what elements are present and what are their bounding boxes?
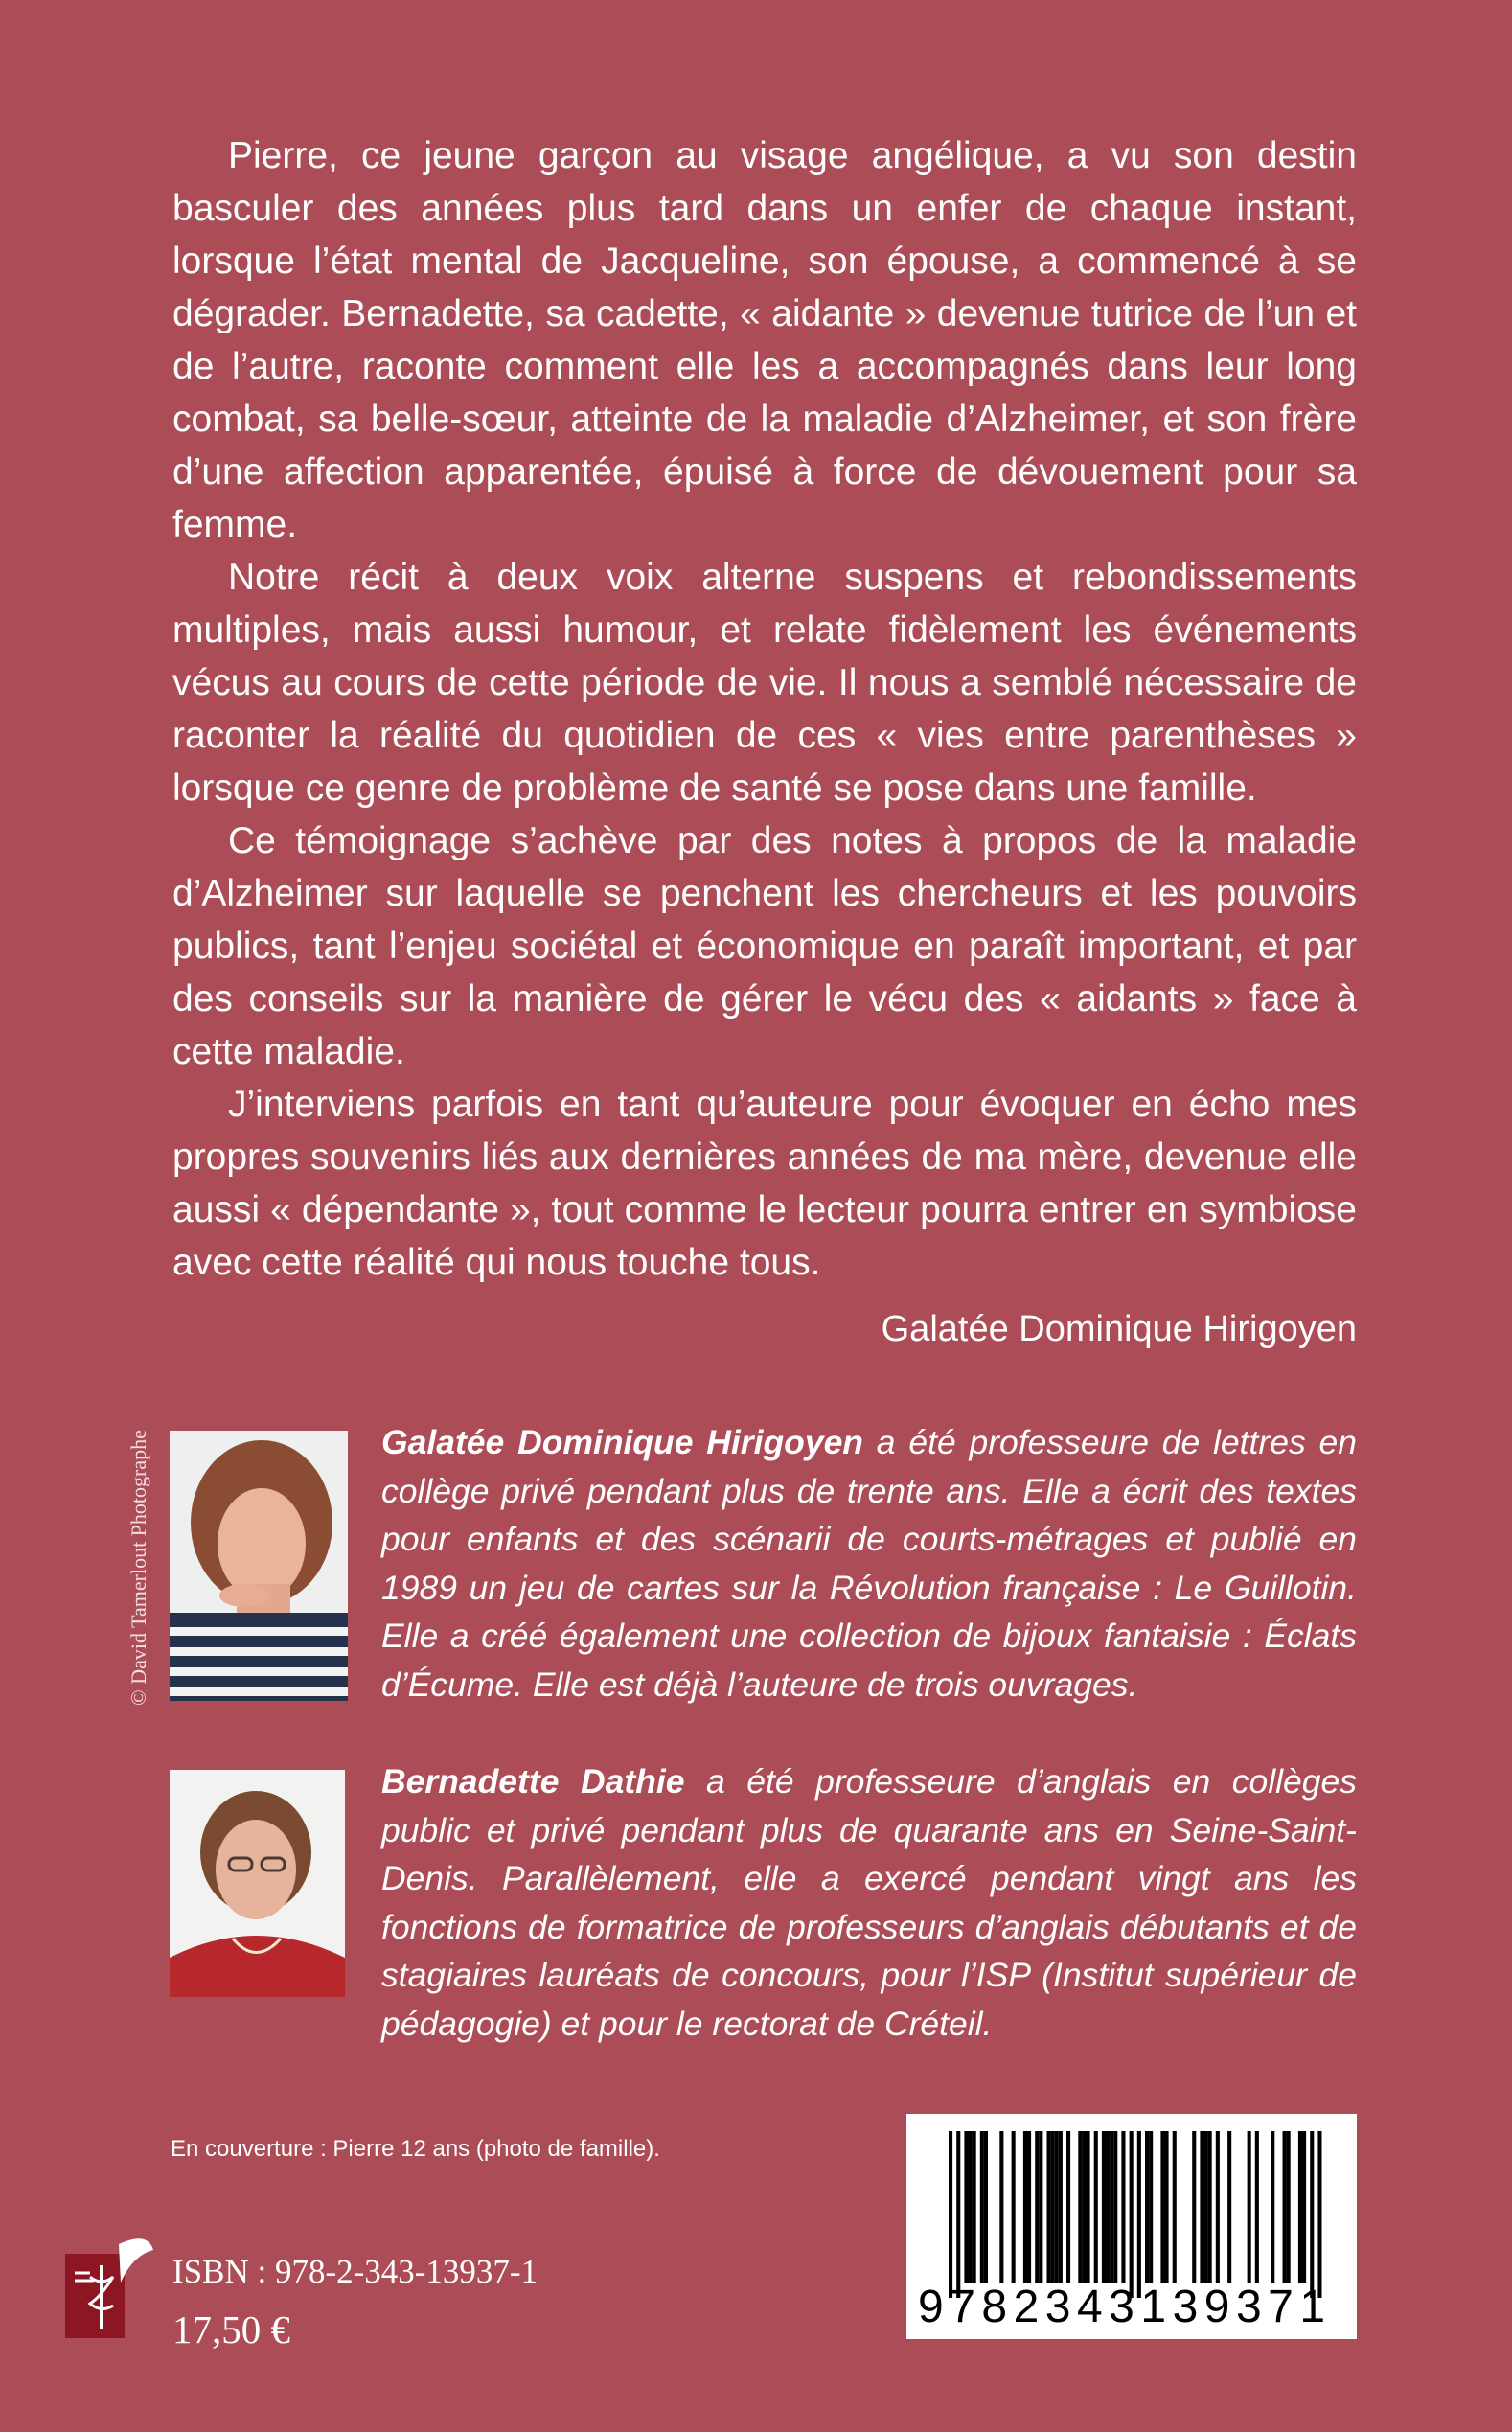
- summary-signature: Galatée Dominique Hirigoyen: [881, 1309, 1357, 1349]
- barcode-bar: [1055, 2131, 1059, 2283]
- barcode-bar: [1317, 2131, 1321, 2298]
- barcode-bar: [1283, 2131, 1287, 2283]
- summary-paragraph-3: Ce témoignage s’achève par des notes à propos de la maladie d’Alzheimer sur laquelle se penchent les chercheurs et les pouvoirs publics, tant l’enjeu sociétal et économique en paraît important, et par des conseils sur la manière de gérer le vécu des « aidants » face à cette maladie.: [172, 820, 1357, 1072]
- barcode-bar: [1204, 2131, 1208, 2283]
- barcode-bar: [1145, 2131, 1149, 2283]
- barcode-bar: [1298, 2131, 1302, 2283]
- barcode-bar: [1248, 2131, 1251, 2283]
- barcode-bar: [1094, 2131, 1098, 2283]
- author-photo-bernadette: [170, 1770, 345, 1997]
- barcode-bar: [1047, 2131, 1051, 2283]
- author-bio-text-galatee: a été professeure de lettres en collège privé pendant plus de trente ans. Elle a écrit des textes pour enfants et des scénarii de courts-métrages et publié en 1989 un jeu de cartes sur la Révolution française : Le Guillotin. Elle a créé également une collection de bijoux fantaisie : Éclats d’Écume. Elle est déjà l’auteure de trois ouvrages.: [381, 1423, 1357, 1704]
- barcode-bar: [1200, 2131, 1203, 2283]
- barcode-bar: [1192, 2131, 1196, 2283]
- barcode-bar: [984, 2131, 988, 2283]
- publisher-logo-icon: [65, 2237, 156, 2338]
- barcode-bar: [1087, 2131, 1090, 2283]
- barcode-bar: [969, 2131, 973, 2283]
- barcode-bar: [964, 2131, 968, 2283]
- cover-note: En couverture : Pierre 12 ans (photo de famille).: [171, 2136, 660, 2162]
- author-name-bernadette: Bernadette Dathie: [381, 1762, 685, 1801]
- portrait-icon: [170, 1770, 345, 1997]
- barcode-bar: [1173, 2131, 1177, 2283]
- author-bio-text-bernadette: a été professeure d’anglais en collèges public et privé pendant plus de quarante ans en Seine-Saint-Denis. Parallèlement, elle a exercé pendant vingt ans les fonctions de formatrice de professeurs d’anglais débutants et de stagiaires lauréats de concours, pour l’ISP (Institut supérieur de pédagogie) et pour le rectorat de Créteil.: [381, 1762, 1357, 2043]
- barcode-bar: [1059, 2131, 1063, 2283]
- barcode-bar: [1287, 2131, 1291, 2283]
- barcode-bar: [1137, 2131, 1141, 2298]
- barcode-bar: [1023, 2131, 1027, 2283]
- barcode-bar: [1208, 2131, 1212, 2283]
- barcode-bar: [1130, 2131, 1134, 2298]
- barcode-bar: [1271, 2131, 1274, 2283]
- barcode-bar: [1035, 2131, 1039, 2283]
- author-bio-bernadette: [381, 1757, 1357, 2048]
- barcode-bar: [1078, 2131, 1082, 2283]
- barcode-bar: [1110, 2131, 1113, 2283]
- summary-paragraph-2: Notre récit à deux voix alterne suspens et rebondissements multiples, mais aussi humour, et relate fidèlement les événements vécus au cours de cette période de vie. Il nous a semblé nécessaire de raconter la réalité du quotidien de ces « vies entre parenthèses » lorsque ce genre de problème de santé se pose dans une famille.: [172, 557, 1357, 809]
- author-bio-galatee: [381, 1418, 1357, 1709]
- barcode-bar: [999, 2131, 1003, 2283]
- portrait-icon: [170, 1431, 348, 1701]
- publisher-logo: [65, 2237, 156, 2338]
- barcode-bar: [1113, 2131, 1117, 2283]
- barcode-bar: [1255, 2131, 1259, 2283]
- barcode-bar: [980, 2131, 984, 2283]
- barcode-bar: [1121, 2131, 1125, 2283]
- author-name-galatee: Galatée Dominique Hirigoyen: [381, 1423, 863, 1461]
- barcode-bar: [1066, 2131, 1070, 2283]
- barcode-bar: [949, 2131, 952, 2298]
- back-cover-summary: [172, 129, 1357, 1289]
- barcode-bar: [1082, 2131, 1086, 2283]
- barcode-bar: [1310, 2131, 1314, 2298]
- isbn-label: ISBN : 978-2-343-13937-1: [172, 2253, 538, 2290]
- barcode-bar: [1149, 2131, 1153, 2283]
- barcode-digits: 9782343139371: [918, 2282, 1332, 2332]
- barcode-bar: [1160, 2131, 1164, 2283]
- price-label: 17,50 €: [172, 2307, 290, 2352]
- barcode-bar: [1302, 2131, 1306, 2283]
- barcode-bar: [1227, 2131, 1231, 2283]
- barcode-bar: [1051, 2131, 1055, 2283]
- barcode-bar: [1012, 2131, 1016, 2283]
- author-photo-galatee: [170, 1431, 348, 1701]
- barcode-bar: [1216, 2131, 1220, 2283]
- barcode-bar: [1106, 2131, 1110, 2283]
- barcode-bar: [1027, 2131, 1031, 2283]
- barcode-bar: [1102, 2131, 1106, 2283]
- barcode-bar: [1039, 2131, 1042, 2283]
- barcode-bar: [973, 2131, 976, 2283]
- barcode: [906, 2114, 1357, 2339]
- summary-paragraph-1: Pierre, ce jeune garçon au visage angélique, a vu son destin basculer des années plus tard dans un enfer de chaque instant, lorsque l’état mental de Jacqueline, son épouse, a commencé à se dégrader. Bernadette, sa cadette, « aidante » devenue tutrice de l’un et de l’autre, raconte comment elle les a accompagnés dans leur long combat, sa belle-sœur, atteinte de la maladie d’Alzheimer, et son frère d’une affection apparentée, épuisé à force de dévouement pour sa femme.: [172, 135, 1357, 545]
- photo-credit: © David Tamerlout Photographe: [126, 1430, 150, 1706]
- barcode-bar: [1165, 2131, 1169, 2283]
- summary-paragraph-4: J’interviens parfois en tant qu’auteure pour évoquer en écho mes propres souvenirs liés aux dernières années de ma mère, devenue elle aussi « dépendante », tout comme le lecteur pourra entrer en symbiose avec cette réalité qui nous touche tous.: [172, 1084, 1357, 1283]
- barcode-bar: [956, 2131, 960, 2298]
